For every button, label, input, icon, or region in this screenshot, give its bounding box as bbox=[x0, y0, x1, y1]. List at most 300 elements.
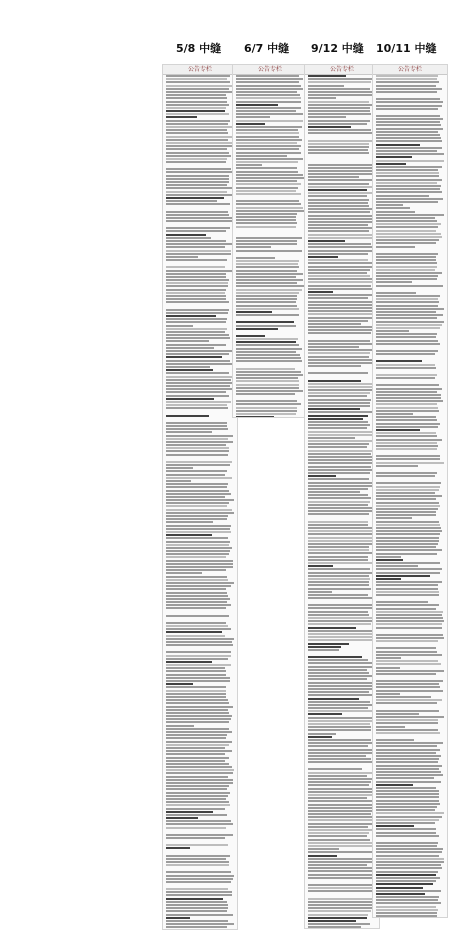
text-line bbox=[166, 528, 230, 530]
text-line bbox=[236, 354, 300, 356]
text-line bbox=[236, 213, 297, 215]
text-line bbox=[166, 401, 231, 403]
text-line bbox=[166, 467, 193, 469]
text-line bbox=[166, 480, 191, 482]
text-line bbox=[376, 828, 436, 830]
text-line bbox=[166, 855, 230, 857]
text-line bbox=[308, 113, 371, 115]
text-line bbox=[166, 123, 228, 125]
text-line bbox=[166, 690, 226, 692]
text-line bbox=[166, 917, 190, 919]
text-line bbox=[308, 682, 375, 684]
text-line bbox=[308, 456, 372, 458]
text-line bbox=[376, 578, 401, 580]
text-line bbox=[308, 507, 373, 509]
text-line bbox=[376, 124, 441, 126]
text-line bbox=[166, 744, 229, 746]
text-line bbox=[236, 314, 299, 316]
text-line bbox=[166, 493, 231, 495]
text-line bbox=[308, 107, 370, 109]
text-line bbox=[376, 131, 438, 133]
text-line bbox=[166, 811, 213, 813]
text-line bbox=[376, 498, 436, 500]
text-line bbox=[308, 890, 373, 892]
text-line bbox=[236, 410, 297, 412]
text-line bbox=[376, 562, 440, 564]
text-line bbox=[308, 365, 361, 367]
text-line bbox=[308, 240, 345, 242]
column-label-9-12: 9/12 中缝 bbox=[311, 42, 364, 55]
text-line bbox=[308, 755, 366, 757]
text-line bbox=[236, 403, 301, 405]
text-line bbox=[308, 85, 344, 87]
text-line bbox=[236, 94, 300, 96]
text-line bbox=[308, 839, 370, 841]
text-line bbox=[166, 376, 234, 378]
text-line bbox=[236, 266, 299, 268]
text-line bbox=[376, 883, 433, 885]
text-line bbox=[376, 465, 418, 467]
text-line bbox=[308, 199, 369, 201]
text-line bbox=[166, 237, 211, 239]
text-line bbox=[308, 768, 362, 770]
text-line bbox=[166, 779, 233, 781]
text-line bbox=[308, 389, 372, 391]
text-line bbox=[166, 285, 228, 287]
text-line bbox=[308, 392, 370, 394]
text-line bbox=[376, 732, 440, 734]
text-line bbox=[166, 404, 227, 406]
text-line bbox=[308, 424, 370, 426]
text-line bbox=[308, 758, 371, 760]
text-line bbox=[376, 179, 442, 181]
text-line bbox=[308, 636, 373, 638]
text-line bbox=[308, 864, 367, 866]
text-line bbox=[376, 864, 441, 866]
text-line bbox=[376, 324, 442, 326]
text-line bbox=[236, 246, 271, 248]
text-line bbox=[376, 696, 431, 698]
text-line bbox=[376, 508, 438, 510]
text-line bbox=[166, 834, 233, 836]
text-line bbox=[166, 667, 225, 669]
text-line bbox=[166, 438, 228, 440]
text-line bbox=[236, 104, 278, 106]
text-line bbox=[166, 641, 232, 643]
text-line bbox=[376, 752, 436, 754]
text-line bbox=[308, 581, 369, 583]
text-line bbox=[166, 628, 231, 630]
text-line bbox=[166, 227, 230, 229]
text-line bbox=[166, 566, 233, 568]
text-line bbox=[376, 191, 442, 193]
text-line bbox=[166, 289, 226, 291]
text-line bbox=[308, 170, 373, 172]
text-line bbox=[236, 171, 298, 173]
text-line bbox=[376, 236, 442, 238]
text-line bbox=[236, 325, 296, 327]
text-line bbox=[166, 531, 231, 533]
text-line bbox=[376, 871, 438, 873]
text-line bbox=[376, 108, 438, 110]
text-line bbox=[376, 620, 444, 622]
text-line bbox=[166, 763, 229, 765]
text-line bbox=[308, 408, 360, 410]
text-line bbox=[166, 808, 225, 810]
text-line bbox=[376, 722, 438, 724]
text-line bbox=[236, 164, 262, 166]
text-line bbox=[376, 230, 436, 232]
text-line bbox=[166, 158, 227, 160]
text-line bbox=[308, 104, 372, 106]
text-line bbox=[308, 633, 373, 635]
text-line bbox=[308, 167, 375, 169]
text-line bbox=[376, 758, 439, 760]
text-line bbox=[236, 357, 301, 359]
text-line bbox=[308, 285, 371, 287]
text-line bbox=[166, 168, 231, 170]
text-line bbox=[236, 243, 297, 245]
text-line bbox=[166, 398, 214, 400]
text-line bbox=[166, 391, 226, 393]
text-line bbox=[308, 291, 333, 293]
text-line bbox=[166, 772, 233, 774]
text-line bbox=[376, 204, 403, 206]
text-line bbox=[166, 572, 202, 574]
text-line bbox=[236, 407, 297, 409]
text-line bbox=[236, 237, 302, 239]
text-line bbox=[308, 152, 369, 154]
text-line bbox=[308, 356, 369, 358]
text-line bbox=[376, 201, 438, 203]
text-line bbox=[376, 608, 436, 610]
text-line bbox=[308, 552, 373, 554]
text-line bbox=[166, 827, 226, 829]
text-line bbox=[308, 94, 375, 96]
text-line bbox=[236, 368, 295, 370]
text-line bbox=[166, 94, 226, 96]
notice-text-block bbox=[305, 75, 379, 929]
text-line bbox=[308, 101, 369, 103]
text-line bbox=[376, 327, 440, 329]
text-line bbox=[376, 502, 439, 504]
text-line bbox=[376, 521, 439, 523]
text-line bbox=[376, 796, 439, 798]
text-line bbox=[166, 801, 229, 803]
text-line bbox=[236, 200, 299, 202]
text-line bbox=[376, 654, 442, 656]
text-line bbox=[166, 369, 213, 371]
text-line bbox=[376, 768, 439, 770]
text-line bbox=[308, 729, 371, 731]
text-line bbox=[236, 276, 296, 278]
text-line bbox=[236, 292, 299, 294]
text-line bbox=[376, 861, 444, 863]
text-line bbox=[236, 400, 297, 402]
text-line bbox=[166, 881, 231, 883]
text-line bbox=[376, 540, 439, 542]
text-line bbox=[166, 415, 209, 417]
text-line bbox=[308, 88, 370, 90]
text-line bbox=[376, 803, 440, 805]
column-header: 公告专栏 bbox=[305, 65, 379, 75]
text-line bbox=[236, 308, 299, 310]
text-line bbox=[166, 731, 232, 733]
text-line bbox=[166, 276, 226, 278]
text-line bbox=[236, 75, 299, 77]
text-line bbox=[236, 81, 299, 83]
text-line bbox=[166, 340, 209, 342]
notice-text-block bbox=[233, 75, 307, 418]
text-line bbox=[166, 328, 227, 330]
text-line bbox=[166, 382, 232, 384]
text-line bbox=[166, 486, 227, 488]
text-line bbox=[308, 482, 372, 484]
text-line bbox=[376, 207, 410, 209]
text-line bbox=[166, 155, 231, 157]
text-line bbox=[236, 351, 296, 353]
text-line bbox=[166, 798, 226, 800]
text-line bbox=[376, 233, 441, 235]
text-line bbox=[166, 161, 226, 163]
text-line bbox=[236, 158, 303, 160]
text-line bbox=[308, 749, 376, 751]
text-line bbox=[166, 709, 228, 711]
text-line bbox=[166, 579, 228, 581]
text-line bbox=[166, 537, 228, 539]
text-line bbox=[376, 115, 440, 117]
text-line bbox=[236, 193, 301, 195]
text-line bbox=[376, 266, 437, 268]
text-line bbox=[376, 604, 439, 606]
text-line bbox=[166, 321, 226, 323]
text-line bbox=[376, 880, 436, 882]
text-line bbox=[308, 405, 370, 407]
text-line bbox=[166, 444, 226, 446]
text-line bbox=[308, 623, 371, 625]
text-line bbox=[308, 797, 367, 799]
text-line bbox=[308, 192, 375, 194]
text-line bbox=[376, 855, 439, 857]
text-line bbox=[166, 81, 230, 83]
text-line bbox=[166, 894, 232, 896]
text-line bbox=[308, 810, 375, 812]
text-line bbox=[376, 581, 442, 583]
text-line bbox=[236, 219, 296, 221]
text-line bbox=[236, 183, 301, 185]
text-line bbox=[166, 518, 227, 520]
text-line bbox=[308, 588, 371, 590]
text-line bbox=[166, 638, 234, 640]
text-line bbox=[166, 792, 230, 794]
text-line bbox=[236, 393, 295, 395]
text-line bbox=[376, 134, 440, 136]
text-line bbox=[236, 270, 297, 272]
text-line bbox=[376, 800, 439, 802]
text-line bbox=[308, 332, 371, 334]
text-line bbox=[166, 576, 227, 578]
text-line bbox=[236, 226, 296, 228]
text-line bbox=[166, 693, 226, 695]
notice-text-block bbox=[373, 75, 447, 918]
text-line bbox=[308, 340, 370, 342]
text-line bbox=[308, 164, 373, 166]
text-line bbox=[308, 78, 372, 80]
text-line bbox=[376, 308, 444, 310]
text-line bbox=[308, 614, 369, 616]
text-line bbox=[376, 269, 435, 271]
text-line bbox=[166, 817, 198, 819]
text-line bbox=[308, 659, 368, 661]
text-line bbox=[166, 425, 227, 427]
text-line bbox=[166, 776, 228, 778]
text-line bbox=[166, 295, 226, 297]
text-line bbox=[308, 649, 339, 651]
text-line bbox=[236, 203, 301, 205]
text-line bbox=[376, 809, 435, 811]
text-line bbox=[308, 752, 375, 754]
text-line bbox=[308, 707, 368, 709]
text-line bbox=[376, 278, 437, 280]
text-line bbox=[308, 75, 346, 77]
text-line bbox=[166, 788, 227, 790]
text-line bbox=[376, 353, 435, 355]
text-line bbox=[376, 85, 436, 87]
text-line bbox=[376, 426, 438, 428]
text-line bbox=[308, 733, 336, 735]
text-line bbox=[166, 214, 229, 216]
text-line bbox=[376, 75, 438, 77]
text-line bbox=[308, 259, 368, 261]
text-line bbox=[308, 281, 376, 283]
text-line bbox=[376, 423, 440, 425]
text-line bbox=[376, 432, 436, 434]
text-line bbox=[236, 110, 296, 112]
column-label-5-8: 5/8 中缝 bbox=[176, 42, 222, 55]
text-line bbox=[376, 253, 438, 255]
text-line bbox=[308, 126, 351, 128]
text-line bbox=[308, 646, 341, 648]
text-line bbox=[376, 195, 429, 197]
text-line bbox=[376, 627, 442, 629]
text-line bbox=[376, 301, 439, 303]
text-line bbox=[166, 282, 228, 284]
text-line bbox=[236, 380, 299, 382]
text-line bbox=[166, 858, 226, 860]
text-line bbox=[376, 388, 442, 390]
text-line bbox=[166, 194, 233, 196]
text-line bbox=[308, 288, 376, 290]
text-line bbox=[376, 336, 436, 338]
text-line bbox=[376, 761, 438, 763]
text-line bbox=[308, 788, 374, 790]
text-line bbox=[308, 237, 375, 239]
text-line bbox=[166, 447, 229, 449]
text-line bbox=[376, 683, 439, 685]
text-line bbox=[308, 656, 362, 658]
text-line bbox=[308, 488, 368, 490]
text-line bbox=[166, 178, 229, 180]
text-line bbox=[376, 568, 442, 570]
text-line bbox=[166, 88, 229, 90]
text-line bbox=[166, 148, 227, 150]
text-line bbox=[166, 464, 230, 466]
text-line bbox=[166, 234, 206, 236]
text-line bbox=[308, 543, 374, 545]
text-line bbox=[308, 710, 374, 712]
text-line bbox=[236, 123, 265, 125]
text-line bbox=[376, 360, 422, 362]
text-line bbox=[376, 239, 439, 241]
text-line bbox=[308, 450, 373, 452]
text-line bbox=[308, 320, 368, 322]
text-line bbox=[166, 725, 194, 727]
text-line bbox=[376, 144, 420, 146]
text-line bbox=[166, 136, 232, 138]
text-line bbox=[376, 455, 440, 457]
text-line bbox=[308, 901, 375, 903]
text-line bbox=[308, 556, 368, 558]
text-line bbox=[376, 806, 437, 808]
notice-column-6-7 bbox=[232, 64, 308, 418]
text-line bbox=[166, 747, 225, 749]
text-line bbox=[166, 525, 231, 527]
text-line bbox=[166, 923, 234, 925]
text-line bbox=[376, 673, 436, 675]
text-line bbox=[308, 399, 371, 401]
text-line bbox=[376, 91, 437, 93]
text-line bbox=[236, 416, 274, 418]
text-line bbox=[308, 568, 370, 570]
text-line bbox=[376, 118, 443, 120]
text-line bbox=[166, 625, 228, 627]
text-line bbox=[376, 553, 437, 555]
text-line bbox=[308, 275, 370, 277]
text-line bbox=[308, 549, 369, 551]
text-line bbox=[166, 901, 227, 903]
text-line bbox=[166, 569, 226, 571]
text-line bbox=[166, 795, 228, 797]
text-line bbox=[376, 825, 414, 827]
text-line bbox=[166, 847, 190, 849]
text-line bbox=[166, 211, 228, 213]
text-line bbox=[308, 372, 368, 374]
notice-column-10-11 bbox=[372, 64, 448, 918]
text-line bbox=[376, 588, 438, 590]
text-line bbox=[166, 534, 212, 536]
text-line bbox=[236, 187, 298, 189]
text-line bbox=[376, 410, 439, 412]
text-line bbox=[236, 260, 299, 262]
text-line bbox=[308, 823, 375, 825]
text-line bbox=[308, 459, 375, 461]
text-line bbox=[308, 778, 374, 780]
text-line bbox=[376, 713, 419, 715]
text-line bbox=[236, 161, 298, 163]
text-line bbox=[308, 215, 374, 217]
text-line bbox=[376, 175, 439, 177]
text-line bbox=[376, 429, 420, 431]
text-line bbox=[166, 556, 226, 558]
text-line bbox=[166, 220, 234, 222]
text-line bbox=[166, 142, 233, 144]
text-line bbox=[308, 678, 367, 680]
text-line bbox=[308, 415, 368, 417]
text-line bbox=[166, 217, 232, 219]
text-line bbox=[166, 191, 227, 193]
text-line bbox=[376, 816, 442, 818]
text-line bbox=[236, 152, 301, 154]
